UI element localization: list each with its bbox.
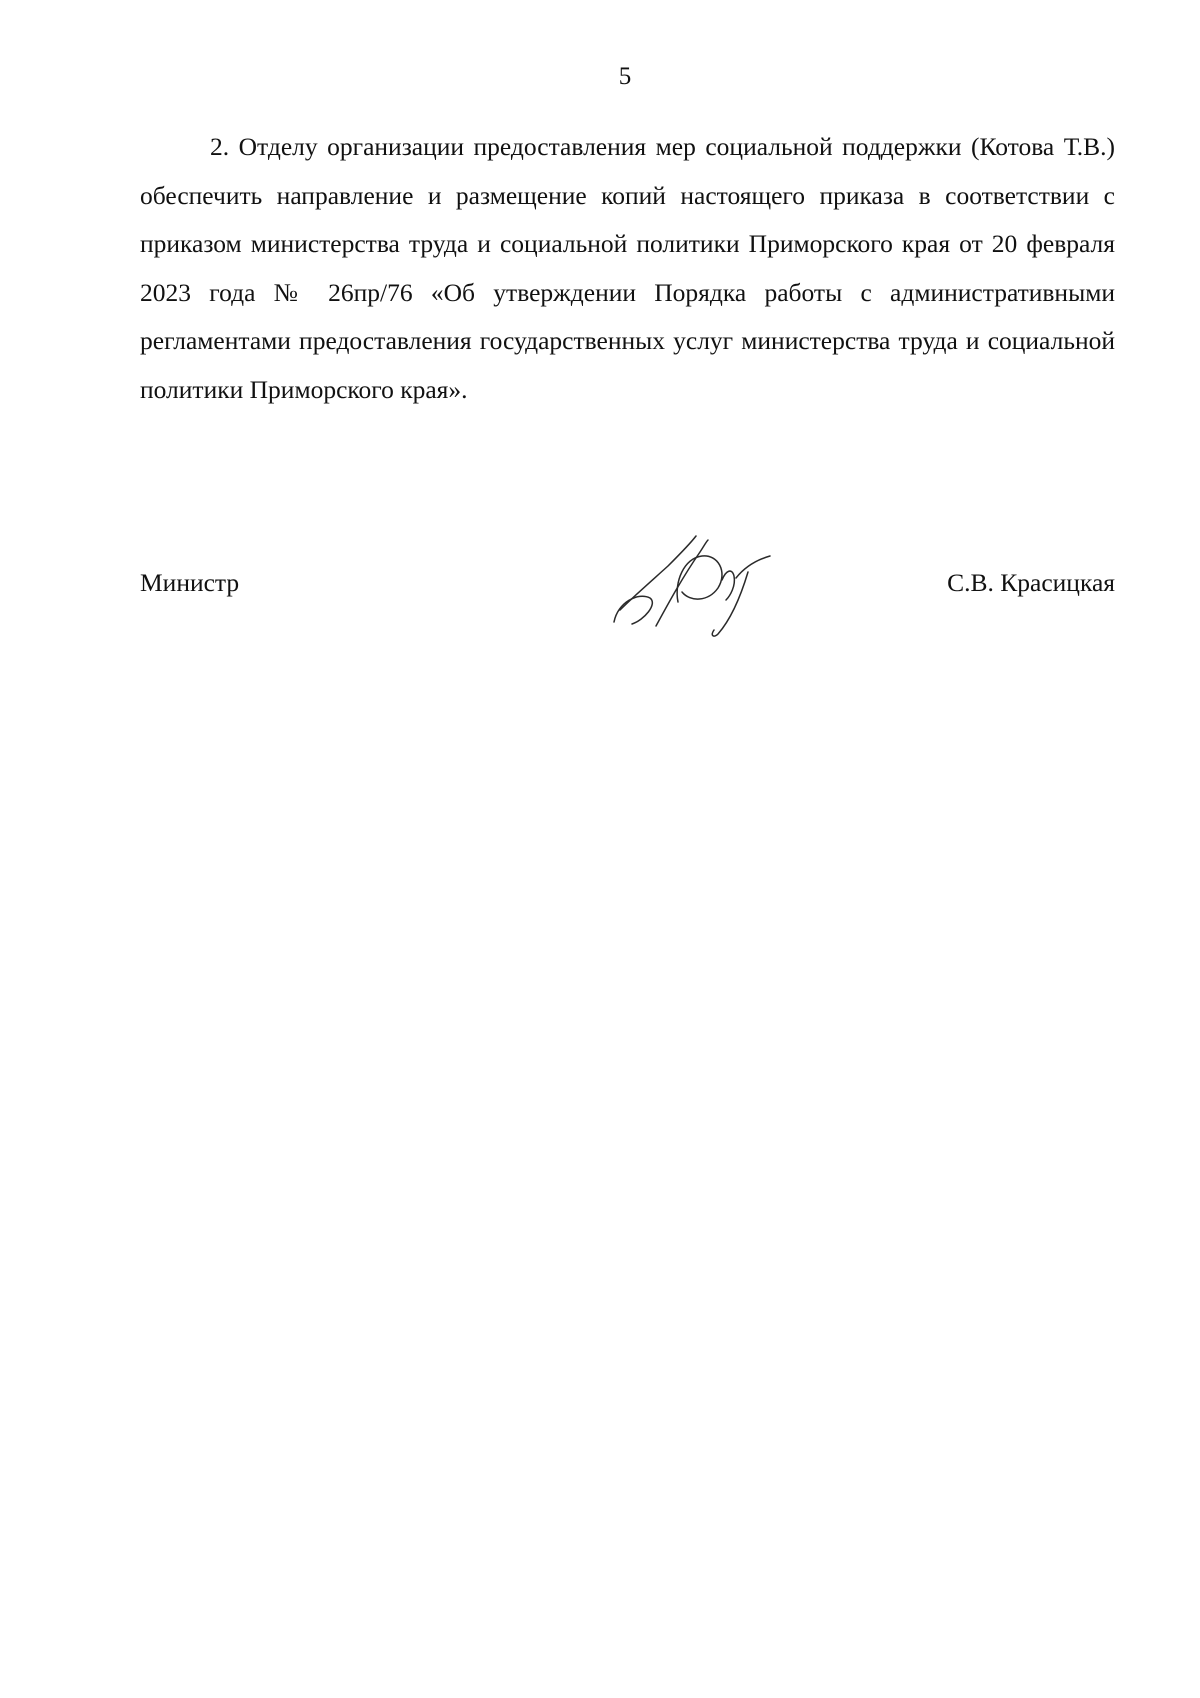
body-paragraph: 2. Отделу организации предоставления мер социальной поддержки (Котова Т.В.) обеспечить направление и размещение копий настоящего приказа в соответствии с приказом министерства труда и социальной политики Приморского края от 20 февраля 2023 года № 26пр/76 «Об утверждении Порядка работы с административными регламентами предоставления государственных услуг министерства труда и социальной политики Приморского края». <box>140 132 1115 404</box>
signatory-name: С.В. Красицкая <box>947 568 1115 597</box>
handwritten-signature <box>610 532 790 642</box>
signatory-role: Министр <box>140 568 240 597</box>
signature-block <box>140 548 1115 638</box>
page-number: 5 <box>618 63 632 90</box>
